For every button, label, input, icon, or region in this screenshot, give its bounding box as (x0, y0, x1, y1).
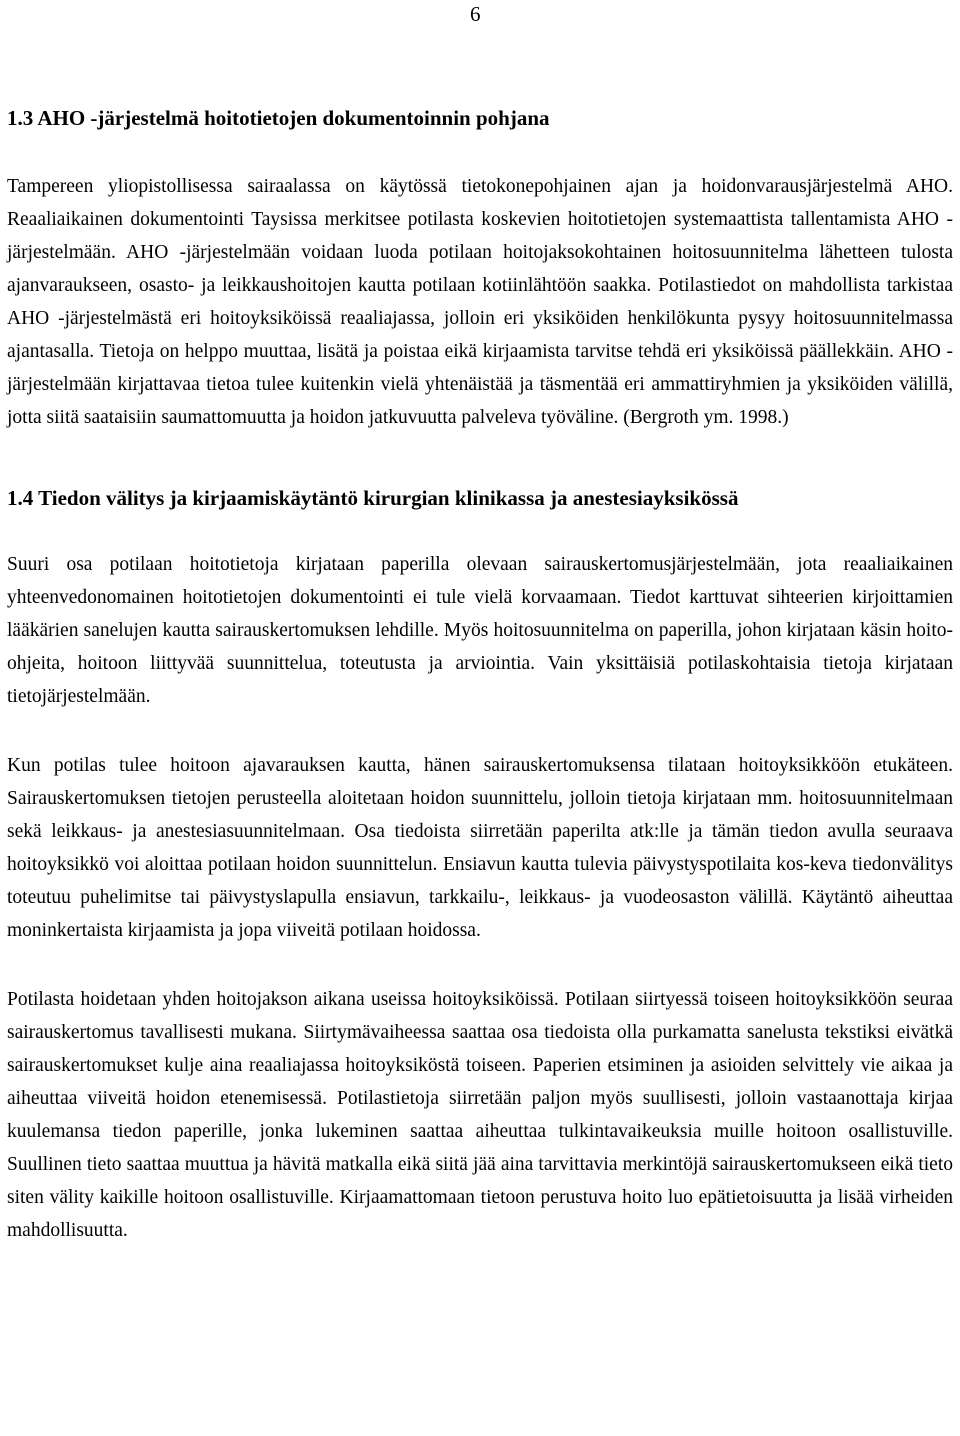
paragraph-patient-transfer: Potilasta hoidetaan yhden hoitojakson aikana useissa hoitoyksiköissä. Potilaan siirtyessä toiseen hoitoyksikköön seuraa sairauskertomus tavallisesti mukana. Siirtymävaiheessa saattaa osa tiedoista olla purkamatta sanelusta tekstiksi eivätkä sairauskertomukset kulje aina reaaliajassa hoitoyksiköstä toiseen. Paperien etsiminen ja asioiden selvittely vie aikaa ja aiheuttaa viiveitä hoidon etenemisessä. Potilastietoja siirretään paljon myös suullisesti, jolloin vastaanottaja kirjaa kuulemansa tiedon paperille, jonka lukeminen saattaa aiheuttaa tulkintavaikeuksia muille hoitoon osallistuville. Suullinen tieto saattaa muuttua ja hävitä matkalla eikä siitä jää aina tarvittavia merkintöjä sairauskertomukseen eikä tieto siten välity kaikille hoitoon osallistuville. Kirjaamattomaan tietoon perustuva hoito luo epätietoisuutta ja lisää virheiden mahdollisuutta. (7, 989, 953, 1241)
paragraph-care-planning: Kun potilas tulee hoitoon ajavarauksen kautta, hänen sairauskertomuksensa tilataan hoitoyksikköön etukäteen. Sairauskertomuksen tietojen perusteella aloitetaan hoidon suunnittelu, jolloin tietoja kirjataan mm. hoitosuunnitelmaan sekä leikkaus- ja anestesiasuunnitelmaan. Osa tiedoista siirretään paperilta atk:lle ja tämän tiedon avulla seuraava hoitoyksikkö voi aloittaa potilaan hoidon suunnittelun. Ensiavun kautta tulevia päivystyspotilaita kos-keva tiedonvälitys toteutuu puhelimitse tai päivystyslapulla ensiavun, tarkkailu-, leikkaus- ja vuodeosaston välillä. Käytäntö aiheuttaa moninkertaista kirjaamista ja jopa viiveitä potilaan hoidossa. (7, 755, 953, 941)
page-number: 6 (470, 2, 481, 26)
document-body (7, 104, 953, 1247)
paragraph-aho-system: Tampereen yliopistollisessa sairaalassa on käytössä tietokonepohjainen ajan ja hoidonvarausjärjestelmä AHO. Reaaliaikainen dokumentointi Taysissa merkitsee potilasta koskevien hoitotietojen systemaattista tallentamista AHO -järjestelmään. AHO -järjestelmään voidaan luoda potilaan hoitojaksokohtainen hoitosuunnitelma lähetteen tulosta ajanvaraukseen, osasto- ja leikkaushoitojen kautta potilaan kotiinlähtöön saakka. Potilastiedot on mahdollista tarkistaa AHO -järjestelmästä eri hoitoyksiköissä reaaliajassa, jolloin eri yksiköiden henkilökunta pysyy hoitosuunnitelmassa ajantasalla. Tietoja on helppo muuttaa, lisätä ja poistaa eikä kirjaamista tarvitse tehdä eri yksiköissä päällekkäin. AHO -järjestelmään kirjattavaa tietoa tulee kuitenkin vielä yhtenäistää ja täsmentää eri ammattiryhmien ja yksiköiden välillä, jotta siitä saataisiin saumattomuutta ja hoidon jatkuvuutta palveleva työväline. (Bergroth ym. 1998.) (7, 176, 953, 428)
section-heading-information-transfer: 1.4 Tiedon välitys ja kirjaamiskäytäntö kirurgian klinikassa ja anestesiayksikössä (7, 486, 739, 510)
paragraph-paper-records: Suuri osa potilaan hoitotietoja kirjataan paperilla olevaan sairauskertomusjärjestelmään, jota reaaliaikainen yhteenvedonomainen hoitotietojen dokumentointi ei tule vielä korvaamaan. Tiedot karttuvat sihteerien kirjoittamien lääkärien sanelujen kautta sairauskertomuksen lehdille. Myös hoitosuunnitelma on paperilla, johon kirjataan käsin hoito-ohjeita, hoitoon liittyvää suunnittelua, toteutusta ja arviointia. Vain yksittäisiä potilaskohtaisia tietoja kirjataan tietojärjestelmään. (7, 554, 953, 707)
section-heading-aho-system: 1.3 AHO -järjestelmä hoitotietojen dokumentoinnin pohjana (7, 106, 550, 130)
